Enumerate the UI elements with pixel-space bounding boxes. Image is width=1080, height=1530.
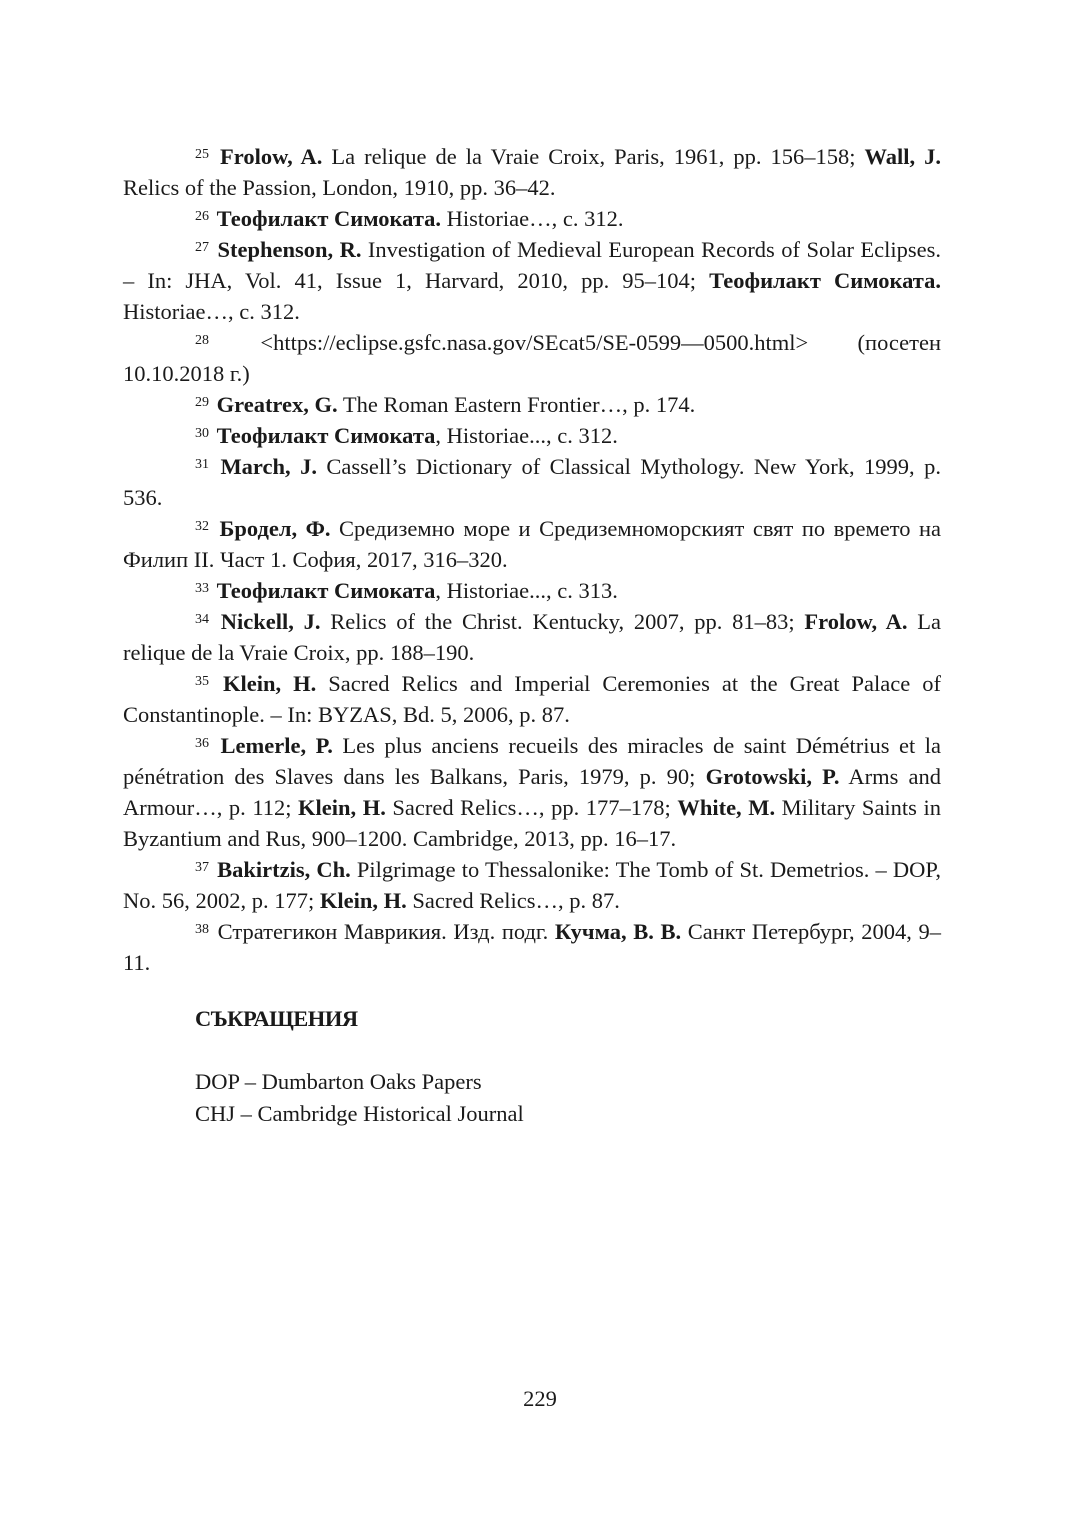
footnote-text: Cassell’s Dictionary of Classical Mythology. New York, 1999, p. 536. (123, 454, 941, 510)
footnote-number: 26 (195, 209, 209, 224)
footnote-number: 25 (195, 147, 209, 162)
footnote-text: Санкт Петербург, 2004, 9–11. (123, 919, 941, 975)
abbreviations-list (195, 1066, 524, 1130)
footnote-author: Stephenson, R. (217, 237, 362, 262)
footnote-author: March, J. (220, 454, 317, 479)
footnote-author: Nickell, J. (220, 609, 321, 634)
footnote-27 (123, 234, 941, 327)
footnote-number: 37 (195, 860, 209, 875)
footnote-number: 28 (195, 333, 209, 348)
footnote-text: Sacred Relics and Imperial Ceremonies at the Great Palace of Constantinople. – In: BYZAS, Bd. 5, 2006, p. 87. (123, 671, 941, 727)
footnote-31 (123, 451, 941, 513)
footnote-author: Frolow, A. (220, 144, 323, 169)
footnote-author: Теофилакт Симоката. (216, 206, 442, 231)
footnote-38 (123, 916, 941, 978)
footnote-28 (123, 327, 941, 389)
footnote-author: Klein, H. (298, 795, 386, 820)
footnote-text: Sacred Relics…, pp. 177–178; (385, 795, 678, 820)
footnote-number: 34 (195, 612, 209, 627)
footnote-number: 33 (195, 581, 209, 596)
footnote-text: Arms and Armour…, p. 112; (123, 764, 942, 820)
footnote-35 (123, 668, 941, 730)
footnote-author: Wall, J. (864, 144, 941, 169)
abbreviation-item: CHJ – Cambridge Historical Journal (195, 1101, 524, 1126)
footnote-34 (123, 606, 941, 668)
footnote-text: Sacred Relics…, p. 87. (406, 888, 620, 913)
footnote-author: Lemerle, P. (220, 733, 333, 758)
footnote-29 (123, 389, 941, 420)
footnote-text: Relics of the Passion, London, 1910, pp. 36–42. (123, 175, 556, 200)
footnotes-section (123, 141, 941, 978)
abbreviations-heading: СЪКРАЩЕНИЯ (195, 1006, 358, 1031)
footnote-author: Klein, H. (223, 671, 317, 696)
footnote-text: Historiae…, c. 312. (441, 206, 624, 231)
footnote-text: Investigation of Medieval European Records of Solar Eclipses. – In: JHA, Vol. 41, Issue 1, Harvard, 2010, pp. 95–104; (123, 237, 941, 293)
footnote-author: Теофилакт Симоката (216, 423, 436, 448)
footnote-author: Теофилакт Симоката. (709, 268, 941, 293)
footnote-text: The Roman Eastern Frontier…, p. 174. (337, 392, 696, 417)
footnote-number: 36 (195, 736, 209, 751)
footnote-text: <https://eclipse.gsfc.nasa.gov/SEcat5/SE-0599—0500.html> (посетен 10.10.2018 г.) (123, 330, 942, 386)
footnote-text: Historiae…, c. 312. (123, 299, 300, 324)
footnote-text: , Historiae..., c. 313. (435, 578, 618, 603)
footnote-text: Средиземно море и Средиземноморският свят по времето на Филип II. Част 1. София, 2017, 316–320. (123, 516, 941, 572)
footnote-number: 27 (195, 240, 209, 255)
footnote-author: Greatrex, G. (216, 392, 338, 417)
footnote-author: Frolow, A. (804, 609, 908, 634)
footnote-25 (123, 141, 941, 203)
footnote-text: Pilgrimage to Thessalonike: The Tomb of St. Demetrios. – DOP, No. 56, 2002, p. 177; (123, 857, 942, 913)
footnote-text: Military Saints in Byzantium and Rus, 900–1200. Cambridge, 2013, pp. 16–17. (123, 795, 941, 851)
footnote-text: Les plus anciens recueils des miracles de saint Démétrius et la pénétration des Slaves dans les Balkans, Paris, 1979, p. 90; (123, 733, 942, 789)
footnote-author: Bakirtzis, Ch. (217, 857, 351, 882)
page-number: 229 (523, 1386, 557, 1411)
footnote-37 (123, 854, 941, 916)
footnote-author: Бродел, Ф. (219, 516, 331, 541)
footnote-author: Кучма, В. В. (554, 919, 682, 944)
footnote-number: 35 (195, 674, 209, 689)
footnote-author: Klein, H. (319, 888, 407, 913)
footnote-author: Grotowski, P. (705, 764, 840, 789)
footnote-text: Relics of the Christ. Kentucky, 2007, pp. 81–83; (320, 609, 805, 634)
footnote-text: La relique de la Vraie Croix, pp. 188–190. (123, 609, 942, 665)
footnote-number: 31 (195, 457, 209, 472)
footnote-26 (123, 203, 941, 234)
footnote-30 (123, 420, 941, 451)
abbreviation-item: DOP – Dumbarton Oaks Papers (195, 1069, 482, 1094)
footnote-number: 29 (195, 395, 209, 410)
footnote-author: Теофилакт Симоката (216, 578, 436, 603)
footnote-text: , Historiae..., c. 312. (435, 423, 618, 448)
footnote-number: 32 (195, 519, 209, 534)
footnote-number: 38 (195, 922, 209, 937)
footnote-32 (123, 513, 941, 575)
footnote-author: White, M. (677, 795, 776, 820)
footnote-number: 30 (195, 426, 209, 441)
footnote-33 (123, 575, 941, 606)
footnote-text: Стратегикон Маврикия. Изд. подг. (217, 919, 555, 944)
footnote-36 (123, 730, 941, 854)
footnote-text: La relique de la Vraie Croix, Paris, 1961, pp. 156–158; (322, 144, 865, 169)
